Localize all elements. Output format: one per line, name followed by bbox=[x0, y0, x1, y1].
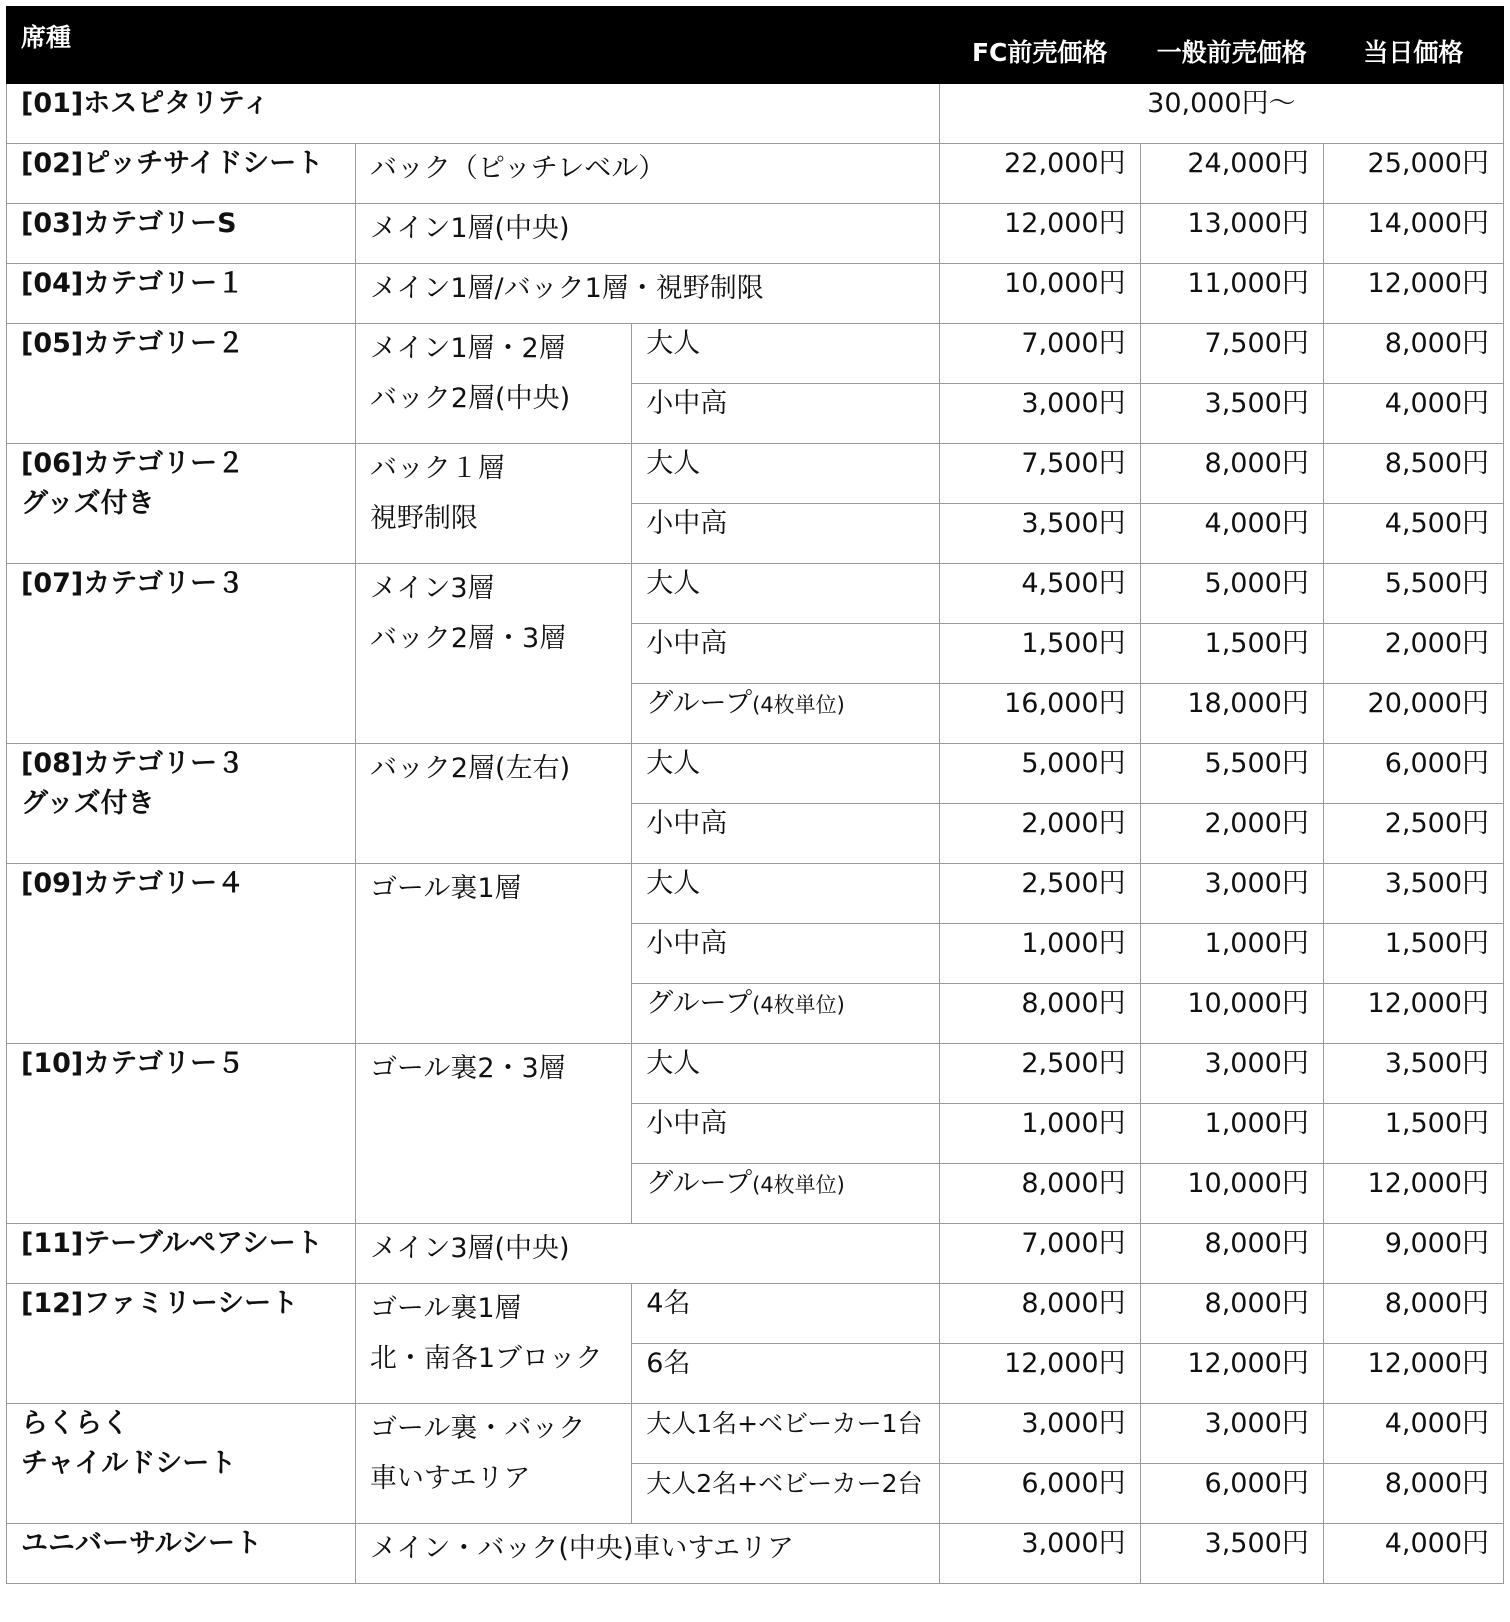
price-cell: 16,000円 bbox=[939, 684, 1140, 744]
ticket-type-note: (4枚単位) bbox=[752, 993, 845, 1017]
seat-area bbox=[355, 1524, 939, 1584]
seat-area bbox=[355, 1044, 631, 1224]
ticket-type-note: (4枚単位) bbox=[752, 1173, 845, 1197]
seat-category-line: [10]カテゴリー５ bbox=[21, 1048, 245, 1079]
seat-category bbox=[7, 144, 356, 204]
table-row bbox=[7, 324, 1504, 384]
ticket-type bbox=[632, 1044, 940, 1104]
seat-category-line: [11]テーブルペアシート bbox=[21, 1228, 323, 1259]
table-row bbox=[7, 744, 1504, 804]
price-cell: 1,500円 bbox=[1323, 924, 1503, 984]
seat-area bbox=[355, 324, 631, 444]
seat-category bbox=[7, 1044, 356, 1224]
seat-category bbox=[7, 84, 940, 144]
ticket-type-label: 6名 bbox=[646, 1348, 691, 1379]
seat-area-line: メイン1層(中央) bbox=[369, 213, 570, 244]
seat-category-line: [06]カテゴリー２ bbox=[21, 448, 245, 479]
seat-category bbox=[7, 1524, 356, 1584]
ticket-type-label: 大人2名+ベビーカー2台 bbox=[646, 1469, 923, 1498]
header-day-price: 当日価格 bbox=[1323, 7, 1503, 84]
ticket-type-label: 大人 bbox=[646, 328, 701, 359]
ticket-type bbox=[632, 804, 940, 864]
seat-area-line: メイン・バック(中央)車いすエリア bbox=[369, 1533, 795, 1564]
price-cell: 3,500円 bbox=[1323, 864, 1503, 924]
ticket-type bbox=[632, 1344, 940, 1404]
ticket-type-label: 大人1名+ベビーカー1台 bbox=[646, 1409, 923, 1438]
price-cell: 12,000円 bbox=[1140, 1344, 1323, 1404]
seat-category-line: [04]カテゴリー１ bbox=[21, 268, 245, 299]
seat-area bbox=[355, 264, 939, 324]
price-cell: 8,000円 bbox=[939, 1164, 1140, 1224]
price-cell: 5,000円 bbox=[939, 744, 1140, 804]
table-row bbox=[7, 864, 1504, 924]
price-cell: 3,000円 bbox=[1140, 1044, 1323, 1104]
price-cell: 6,000円 bbox=[939, 1464, 1140, 1524]
seat-category-line: [12]ファミリーシート bbox=[21, 1288, 299, 1319]
price-cell: 7,000円 bbox=[939, 1224, 1140, 1284]
price-from-cell: 30,000円〜 bbox=[939, 84, 1503, 144]
price-cell: 20,000円 bbox=[1323, 684, 1503, 744]
seat-category-line: [01]ホスピタリティ bbox=[21, 88, 270, 119]
ticket-type-label: グループ bbox=[646, 1168, 753, 1199]
price-cell: 6,000円 bbox=[1140, 1464, 1323, 1524]
seat-area-line: メイン3層 bbox=[369, 573, 495, 604]
ticket-type-label: 大人 bbox=[646, 568, 701, 599]
table-row bbox=[7, 264, 1504, 324]
table-row bbox=[7, 84, 1504, 144]
price-cell: 10,000円 bbox=[1140, 984, 1323, 1044]
ticket-type-label: 小中高 bbox=[646, 808, 728, 839]
seat-area-line: 北・南各1ブロック bbox=[369, 1343, 603, 1374]
ticket-type-label: 小中高 bbox=[646, 508, 728, 539]
price-cell: 3,000円 bbox=[1140, 864, 1323, 924]
price-cell: 8,000円 bbox=[1323, 324, 1503, 384]
price-cell: 1,500円 bbox=[939, 624, 1140, 684]
seat-area bbox=[355, 1284, 631, 1404]
ticket-type bbox=[632, 504, 940, 564]
seat-category bbox=[7, 864, 356, 1044]
price-cell: 4,000円 bbox=[1140, 504, 1323, 564]
ticket-type bbox=[632, 924, 940, 984]
ticket-type bbox=[632, 1464, 940, 1524]
seat-area bbox=[355, 204, 939, 264]
header-general-price: 一般前売価格 bbox=[1140, 7, 1323, 84]
ticket-type-label: 大人 bbox=[646, 1048, 701, 1079]
price-cell: 2,000円 bbox=[1140, 804, 1323, 864]
price-cell: 3,000円 bbox=[939, 1404, 1140, 1464]
seat-area bbox=[355, 144, 939, 204]
price-cell: 12,000円 bbox=[1323, 984, 1503, 1044]
seat-area-line: ゴール裏・バック bbox=[369, 1413, 586, 1444]
price-cell: 1,000円 bbox=[1140, 924, 1323, 984]
ticket-type bbox=[632, 684, 940, 744]
price-cell: 10,000円 bbox=[1140, 1164, 1323, 1224]
table-row bbox=[7, 1044, 1504, 1104]
ticket-type bbox=[632, 624, 940, 684]
seat-area-line: バック2層(中央) bbox=[369, 383, 571, 414]
seat-category bbox=[7, 744, 356, 864]
price-cell: 3,500円 bbox=[939, 504, 1140, 564]
ticket-type bbox=[632, 1104, 940, 1164]
price-cell: 8,000円 bbox=[939, 984, 1140, 1044]
table-row bbox=[7, 1404, 1504, 1464]
price-cell: 18,000円 bbox=[1140, 684, 1323, 744]
header-seat-type: 席種 bbox=[7, 7, 940, 84]
price-cell: 7,000円 bbox=[939, 324, 1140, 384]
price-cell: 2,500円 bbox=[1323, 804, 1503, 864]
price-cell: 8,000円 bbox=[1140, 444, 1323, 504]
price-cell: 8,000円 bbox=[1323, 1284, 1503, 1344]
price-cell: 8,000円 bbox=[1323, 1464, 1503, 1524]
seat-category-line: グッズ付き bbox=[21, 488, 155, 519]
ticket-type-label: 小中高 bbox=[646, 388, 728, 419]
table-row bbox=[7, 1284, 1504, 1344]
price-cell: 4,000円 bbox=[1323, 1524, 1503, 1584]
price-cell: 3,500円 bbox=[1140, 384, 1323, 444]
price-cell: 4,000円 bbox=[1323, 384, 1503, 444]
header-row bbox=[7, 7, 1504, 84]
price-cell: 11,000円 bbox=[1140, 264, 1323, 324]
price-cell: 4,500円 bbox=[1323, 504, 1503, 564]
seat-category bbox=[7, 324, 356, 444]
ticket-type-label: 大人 bbox=[646, 748, 701, 779]
seat-area-line: メイン1層/バック1層・視野制限 bbox=[369, 273, 764, 304]
price-cell: 8,000円 bbox=[939, 1284, 1140, 1344]
seat-category-line: [05]カテゴリー２ bbox=[21, 328, 245, 359]
table-row bbox=[7, 144, 1504, 204]
seat-area-line: ゴール裏2・3層 bbox=[369, 1053, 566, 1084]
price-cell: 14,000円 bbox=[1323, 204, 1503, 264]
seat-category bbox=[7, 1224, 356, 1284]
price-cell: 8,500円 bbox=[1323, 444, 1503, 504]
price-cell: 25,000円 bbox=[1323, 144, 1503, 204]
seat-category-line: ユニバーサルシート bbox=[21, 1528, 262, 1559]
price-cell: 7,500円 bbox=[939, 444, 1140, 504]
ticket-type-label: 小中高 bbox=[646, 928, 728, 959]
seat-area bbox=[355, 1404, 631, 1524]
price-cell: 8,000円 bbox=[1140, 1224, 1323, 1284]
seat-area bbox=[355, 564, 631, 744]
seat-area-line: ゴール裏1層 bbox=[369, 1293, 522, 1324]
price-cell: 3,000円 bbox=[939, 384, 1140, 444]
price-cell: 1,000円 bbox=[939, 1104, 1140, 1164]
seat-area-line: メイン1層・2層 bbox=[369, 333, 566, 364]
ticket-type-label: グループ bbox=[646, 988, 753, 1019]
table-row bbox=[7, 1224, 1504, 1284]
seat-category-line: [09]カテゴリー４ bbox=[21, 868, 245, 899]
seat-area-line: メイン3層(中央) bbox=[369, 1233, 570, 1264]
price-cell: 5,500円 bbox=[1323, 564, 1503, 624]
ticket-type bbox=[632, 444, 940, 504]
price-cell: 12,000円 bbox=[1323, 1164, 1503, 1224]
seat-area bbox=[355, 1224, 939, 1284]
price-cell: 12,000円 bbox=[939, 1344, 1140, 1404]
seat-area-line: バック１層 bbox=[369, 453, 505, 484]
price-cell: 3,500円 bbox=[1323, 1044, 1503, 1104]
price-cell: 22,000円 bbox=[939, 144, 1140, 204]
table-row bbox=[7, 1524, 1504, 1584]
price-table bbox=[6, 6, 1504, 1584]
seat-category bbox=[7, 264, 356, 324]
seat-category bbox=[7, 204, 356, 264]
price-cell: 2,000円 bbox=[1323, 624, 1503, 684]
seat-area-line: バック2層・3層 bbox=[369, 623, 567, 654]
price-cell: 4,000円 bbox=[1323, 1404, 1503, 1464]
ticket-type bbox=[632, 564, 940, 624]
ticket-type bbox=[632, 744, 940, 804]
seat-category-line: チャイルドシート bbox=[21, 1448, 237, 1479]
price-cell: 3,000円 bbox=[939, 1524, 1140, 1584]
price-cell: 12,000円 bbox=[1323, 1344, 1503, 1404]
price-cell: 3,500円 bbox=[1140, 1524, 1323, 1584]
ticket-type bbox=[632, 324, 940, 384]
ticket-type-label: 大人 bbox=[646, 868, 701, 899]
price-cell: 2,500円 bbox=[939, 1044, 1140, 1104]
price-cell: 1,000円 bbox=[1140, 1104, 1323, 1164]
ticket-type-label: グループ bbox=[646, 688, 753, 719]
price-cell: 10,000円 bbox=[939, 264, 1140, 324]
ticket-type-label: 4名 bbox=[646, 1288, 691, 1319]
seat-category-line: [08]カテゴリー３ bbox=[21, 748, 245, 779]
ticket-type-note: (4枚単位) bbox=[752, 693, 845, 717]
ticket-type bbox=[632, 864, 940, 924]
price-cell: 4,500円 bbox=[939, 564, 1140, 624]
seat-category bbox=[7, 444, 356, 564]
table-row bbox=[7, 564, 1504, 624]
price-cell: 8,000円 bbox=[1140, 1284, 1323, 1344]
seat-category-line: [07]カテゴリー３ bbox=[21, 568, 245, 599]
table-row bbox=[7, 204, 1504, 264]
seat-category-line: らくらく bbox=[21, 1408, 129, 1439]
ticket-type bbox=[632, 384, 940, 444]
price-cell: 3,000円 bbox=[1140, 1404, 1323, 1464]
ticket-type-label: 小中高 bbox=[646, 628, 728, 659]
price-cell: 24,000円 bbox=[1140, 144, 1323, 204]
seat-category-line: [02]ピッチサイドシート bbox=[21, 148, 324, 179]
seat-area-line: バック2層(左右) bbox=[369, 753, 571, 784]
ticket-type bbox=[632, 1284, 940, 1344]
table-row bbox=[7, 444, 1504, 504]
seat-area bbox=[355, 444, 631, 564]
price-cell: 13,000円 bbox=[1140, 204, 1323, 264]
price-cell: 9,000円 bbox=[1323, 1224, 1503, 1284]
ticket-type bbox=[632, 1164, 940, 1224]
price-cell: 1,500円 bbox=[1323, 1104, 1503, 1164]
price-cell: 2,500円 bbox=[939, 864, 1140, 924]
ticket-type-label: 小中高 bbox=[646, 1108, 728, 1139]
price-cell: 1,500円 bbox=[1140, 624, 1323, 684]
header-fc-price: FC前売価格 bbox=[939, 7, 1140, 84]
table-body bbox=[7, 84, 1504, 1584]
seat-area-line: 視野制限 bbox=[369, 503, 478, 534]
ticket-type bbox=[632, 984, 940, 1044]
seat-area-line: バック（ピッチレベル） bbox=[369, 153, 666, 184]
price-cell: 2,000円 bbox=[939, 804, 1140, 864]
seat-category-line: グッズ付き bbox=[21, 788, 155, 819]
seat-area bbox=[355, 744, 631, 864]
price-cell: 5,000円 bbox=[1140, 564, 1323, 624]
seat-category-line: [03]カテゴリーS bbox=[21, 208, 237, 239]
price-cell: 12,000円 bbox=[939, 204, 1140, 264]
price-cell: 1,000円 bbox=[939, 924, 1140, 984]
seat-category bbox=[7, 1284, 356, 1404]
seat-category bbox=[7, 1404, 356, 1524]
price-cell: 7,500円 bbox=[1140, 324, 1323, 384]
price-cell: 5,500円 bbox=[1140, 744, 1323, 804]
price-cell: 6,000円 bbox=[1323, 744, 1503, 804]
ticket-type bbox=[632, 1404, 940, 1464]
seat-area bbox=[355, 864, 631, 1044]
seat-area-line: 車いすエリア bbox=[369, 1463, 531, 1494]
price-cell: 12,000円 bbox=[1323, 264, 1503, 324]
seat-category bbox=[7, 564, 356, 744]
seat-area-line: ゴール裏1層 bbox=[369, 873, 522, 904]
ticket-type-label: 大人 bbox=[646, 448, 701, 479]
